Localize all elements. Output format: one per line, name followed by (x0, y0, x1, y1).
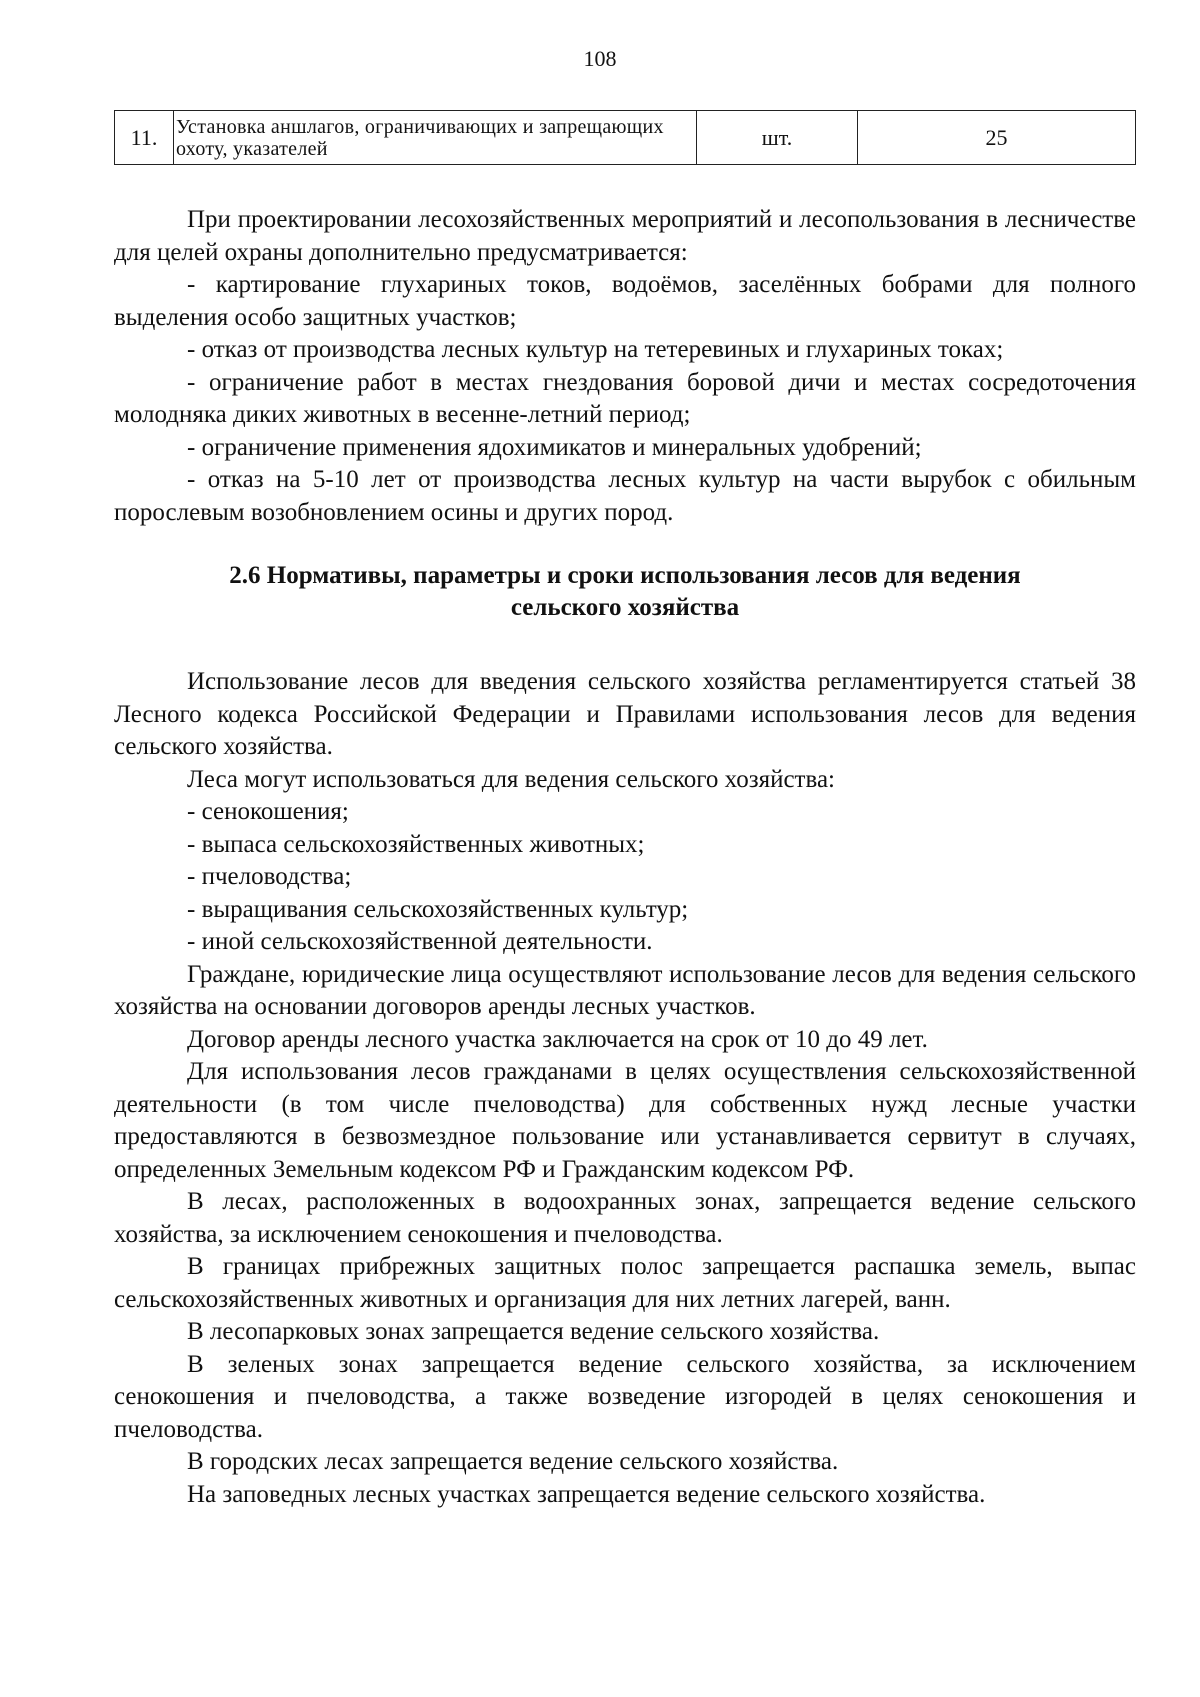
list-item: - ограничение применения ядохимикатов и минеральных удобрений; (187, 433, 922, 461)
section-title (114, 560, 1136, 624)
paragraph: На заповедных лесных участках запрещается ведение сельского хозяйства. (187, 1480, 986, 1508)
row-number: 11. (115, 111, 174, 165)
row-name: Установка аншлагов, ограничивающих и запрещающих охоту, указателей (174, 111, 697, 165)
items-table (114, 110, 1136, 165)
list-item: - картирование глухариных токов, водоёмов, заселённых бобрами для полного выделения особо защитных участков; (114, 271, 1136, 331)
table-row (115, 111, 1136, 165)
row-value: 25 (858, 111, 1136, 165)
paragraph: Использование лесов для введения сельского хозяйства регламентируется статьей 38 Лесного кодекса Российской Федерации и Правилами использования лесов для ведения сельского хозяйства. (114, 668, 1136, 760)
paragraph: Граждане, юридические лица осуществляют использование лесов для ведения сельского хозяйства на основании договоров аренды лесных участков. (114, 960, 1136, 1020)
paragraph: Леса могут использоваться для ведения сельского хозяйства: (187, 765, 835, 793)
list-item: - иной сельскохозяйственной деятельности. (187, 928, 653, 955)
list-item: - отказ от производства лесных культур на тетеревиных и глухариных токах; (187, 336, 1004, 363)
section-title-line: 2.6 Нормативы, параметры и сроки использования лесов для ведения (229, 562, 1021, 589)
paragraph: Для использования лесов гражданами в целях осуществления сельскохозяйственной деятельности (в том числе пчеловодства) для собственных нужд лесные участки предоставляются в безвозмездное пользование или устанавливается сервитут в случаях, определенных Земельным кодексом РФ и Гражданским кодексом РФ. (114, 1058, 1136, 1183)
list-item: - отказ на 5-10 лет от производства лесных культур на части вырубок с обильным порослевым возобновлением осины и других пород. (114, 466, 1136, 526)
section-title-line: сельского хозяйства (510, 594, 740, 621)
list-item: - ограничение работ в местах гнездования боровой дичи и местах сосредоточения молодняка диких животных в весенне-летний период; (114, 368, 1136, 428)
page-number: 108 (583, 46, 617, 71)
list-item: - сенокошения; (187, 798, 349, 825)
row-unit: шт. (697, 111, 858, 165)
list-item: - выращивания сельскохозяйственных культур; (187, 895, 689, 923)
protection-block (114, 204, 1136, 529)
section-body (114, 666, 1136, 1511)
paragraph: При проектировании лесохозяйственных мероприятий и лесопользования в лесничестве для целей охраны дополнительно предусматривается: (114, 206, 1136, 266)
paragraph: В лесопарковых зонах запрещается ведение сельского хозяйства. (187, 1318, 880, 1345)
paragraph: В зеленых зонах запрещается ведение сельского хозяйства, за исключением сенокошения и пчеловодства, а также возведение изгородей в целях сенокошения и пчеловодства. (114, 1350, 1136, 1443)
paragraph: В лесах, расположенных в водоохранных зонах, запрещается ведение сельского хозяйства, за исключением сенокошения и пчеловодства. (114, 1188, 1136, 1248)
paragraph: В границах прибрежных защитных полос запрещается распашка земель, выпас сельскохозяйственных животных и организация для них летних лагерей, ванн. (114, 1253, 1136, 1313)
paragraph: В городских лесах запрещается ведение сельского хозяйства. (187, 1448, 839, 1475)
list-item: - выпаса сельскохозяйственных животных; (187, 830, 645, 858)
list-item: - пчеловодства; (187, 863, 352, 890)
paragraph: Договор аренды лесного участка заключается на срок от 10 до 49 лет. (187, 1025, 928, 1053)
